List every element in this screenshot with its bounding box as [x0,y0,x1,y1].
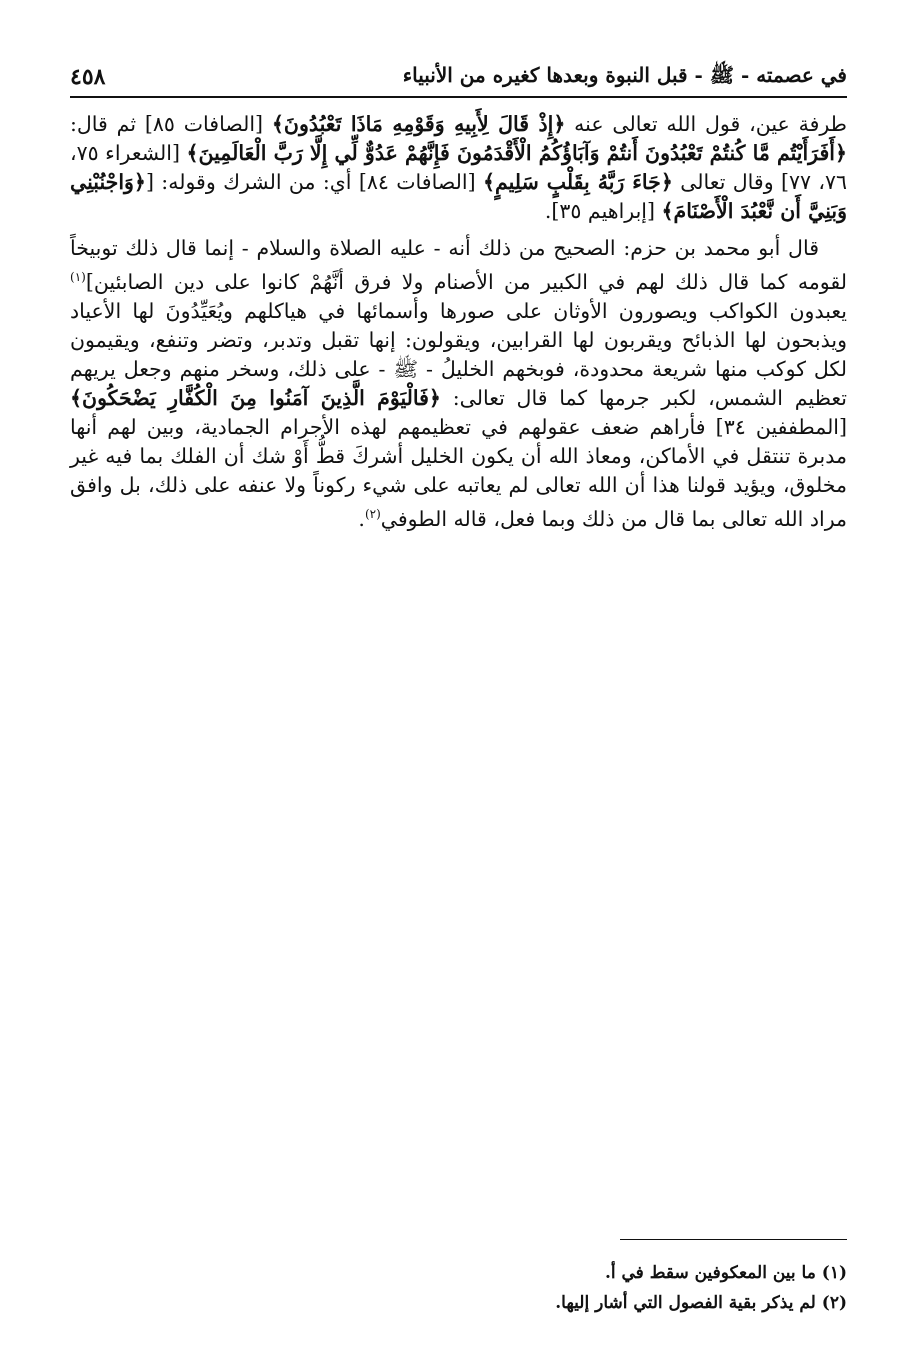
footnote-divider [620,1239,847,1240]
footnote-2: (٢) لم يذكر بقية الفصول التي أشار إليها. [555,1293,847,1313]
body-text [70,110,847,542]
footnote-ref-2: (٢) [364,506,381,521]
text-segment: [إبراهيم ٣٥]. [544,199,662,223]
text-segment: طرفة عين، قول الله تعالى عنه [565,112,847,136]
paragraph-1 [70,110,847,226]
text-segment: [الصافات ٨٥] ثم قال: [70,112,272,136]
quran-verse: ﴿جَاءَ رَبَّهُ بِقَلْبٍ سَلِيمٍ﴾ [482,170,673,194]
quran-verse: ﴿أَفَرَأَيْتُم مَّا كُنتُمْ تَعْبُدُونَ أَنتُمْ وَآبَاؤُكُمُ الْأَقْدَمُونَ فَإِنَّهُمْ عَدُوٌّ لِّي إِلَّا رَبَّ الْعَالَمِينَ﴾ [186,141,847,165]
paragraph-2 [70,234,847,534]
quran-verse: ﴿وَاجْنُبْنِي وَبَنِيَّ أَن نَّعْبُدَ الْأَصْنَامَ﴾ [70,170,847,223]
text-segment: [المطففين ٣٤] فأراهم ضعف عقولهم في تعظيمهم لهذه الأجرام الجمادية، وبين لهم أنها مدبرة تنتقل في الأماكن، ومعاذ الله أن يكون الخليل أشركَ قطُّ أَوْ شك أن الفلك بما فيه غير مخلوق، ويؤيد قولنا هذا أن الله تعالى لم يعاتبه على شيء ركوناً ولا عنفه على ذلك، بل وافق مراد الله تعالى بما قال من ذلك وبما فعل، قاله الطوفي [70,414,848,531]
page-number: ٤٥٨ [70,64,106,90]
footnote-1: (١) ما بين المعكوفين سقط في أ. [604,1263,847,1283]
text-segment: [الصافات ٨٤] أي: من الشرك وقوله: [ [145,170,483,194]
footnote-ref-1: (١) [70,270,86,284]
footnotes [70,1258,847,1318]
text-segment: قال أبو محمد بن حزم: الصحيح من ذلك أنه - عليه الصلاة والسلام - إنما قال ذلك توبيخاً لقومه كما قال ذلك لهم في الكبير من الأصنام ولا فرق أنَّهُمْ كانوا على دين الصابئين] [70,236,847,294]
text-segment: [الشعراء ٧٥، ٧٦، ٧٧] وقال تعالى [70,141,848,194]
quran-verse: ﴿فَالْيَوْمَ الَّذِينَ آمَنُوا مِنَ الْكُفَّارِ يَضْحَكُونَ﴾ [70,385,441,410]
text-segment: . [358,506,365,531]
running-title: في عصمته - ﷺ - قبل النبوة وبعدها كغيره من الأنبياء [402,62,847,87]
quran-verse: ﴿إِذْ قَالَ لِأَبِيهِ وَقَوْمِهِ مَاذَا تَعْبُدُونَ﴾ [271,112,566,136]
page-header [70,58,847,98]
text-segment: يعبدون الكواكب ويصورون الأوثان على صورها وأسمائها في هياكلهم ويُعَيِّدُونَ لها الأعياد ويذبحون لها الذبائح ويقربون لها القرابين، ويقولون: إنها تقبل وتدبر، وتضر وتنفع، ويقيمون لكل كوكب منها شريعة محدودة، فوبخهم الخليلُ - ﷺ - على ذلك، وسخر منهم وجعل يريهم تعظيم الشمس، لكبر جرمها كما قال تعالى: [70,298,847,410]
